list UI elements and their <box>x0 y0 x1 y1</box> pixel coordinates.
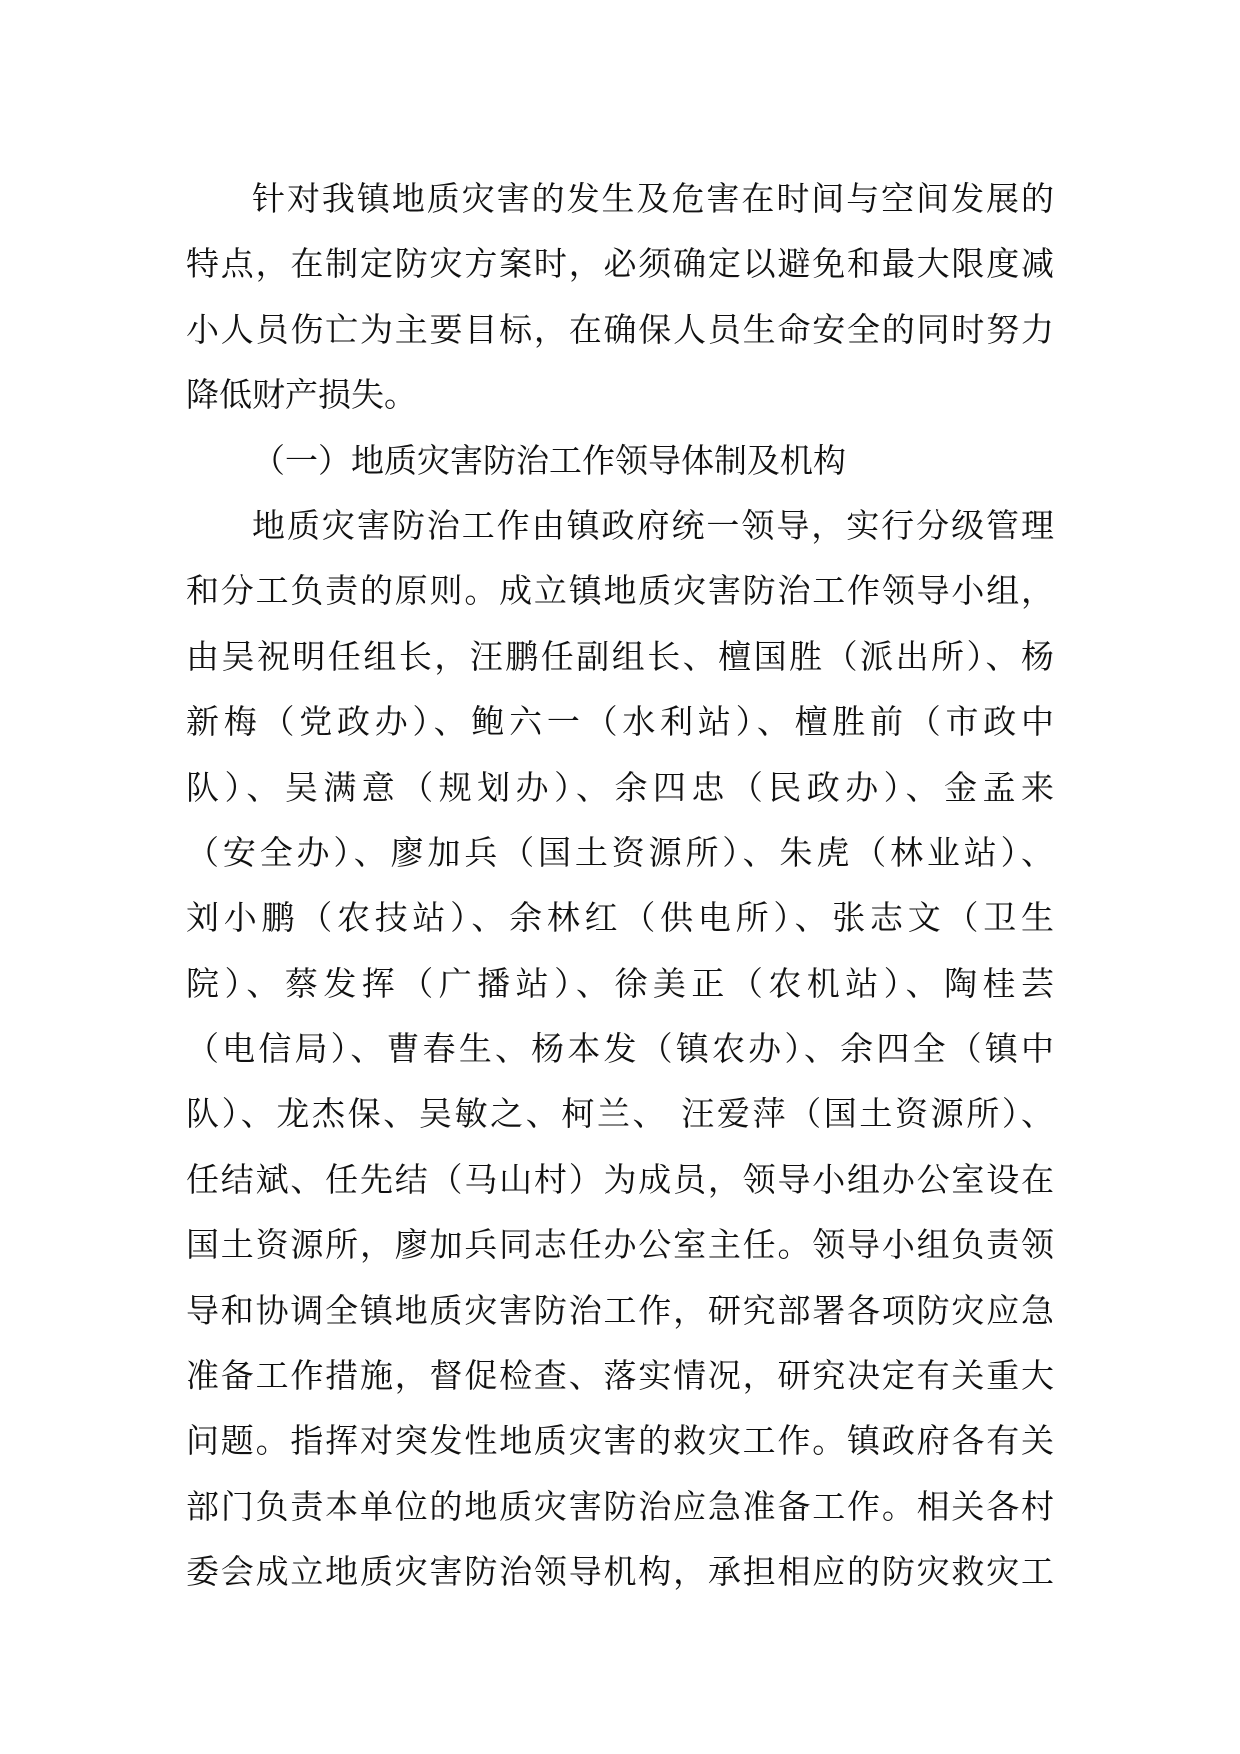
text-line: 队）、吴满意（规划办）、余四忠（民政办）、金孟来 <box>186 767 1054 807</box>
text-line: 特点，在制定防灾方案时，必须确定以避免和最大限度减 <box>186 244 1054 284</box>
text-line: 地质灾害防治工作由镇政府统一领导，实行分级管理 <box>252 505 1054 545</box>
text-line: 问题。指挥对突发性地质灾害的救灾工作。镇政府各有关 <box>186 1421 1054 1461</box>
text-line: 准备工作措施，督促检查、落实情况，研究决定有关重大 <box>186 1356 1054 1396</box>
text-line: （电信局）、曹春生、杨本发（镇农办）、余四全（镇中 <box>186 1029 1054 1069</box>
text-line: 任结斌、任先结（马山村）为成员，领导小组办公室设在 <box>186 1159 1054 1199</box>
paragraph-disaster-prevention-goal <box>186 166 1054 428</box>
text-line: 国土资源所，廖加兵同志任办公室主任。领导小组负责领 <box>186 1225 1054 1265</box>
text-line: 导和协调全镇地质灾害防治工作，研究部署各项防灾应急 <box>186 1290 1054 1330</box>
paragraph-leadership-structure <box>186 493 1054 1605</box>
text-line: 和分工负责的原则。成立镇地质灾害防治工作领导小组， <box>186 571 1054 611</box>
text-line: 委会成立地质灾害防治领导机构，承担相应的防灾救灾工 <box>186 1552 1054 1592</box>
text-line: 由吴祝明任组长，汪鹏任副组长、檀国胜（派出所）、杨 <box>186 636 1054 676</box>
text-line: 降低财产损失。 <box>186 375 417 415</box>
text-line: 队）、龙杰保、吴敏之、柯兰、 汪爱萍（国土资源所）、 <box>186 1094 1054 1134</box>
section-heading: （一）地质灾害防治工作领导体制及机构 <box>252 440 846 480</box>
document-body <box>186 166 1054 1605</box>
text-line: （安全办）、廖加兵（国土资源所）、朱虎（林业站）、 <box>186 832 1054 872</box>
text-line: 新梅（党政办）、鲍六一（水利站）、檀胜前（市政中 <box>186 702 1054 742</box>
text-line: 部门负责本单位的地质灾害防治应急准备工作。相关各村 <box>186 1486 1054 1526</box>
text-line: 刘小鹏（农技站）、余林红（供电所）、张志文（卫生 <box>186 898 1054 938</box>
text-line: 小人员伤亡为主要目标，在确保人员生命安全的同时努力 <box>186 309 1054 349</box>
text-line: 院）、蔡发挥（广播站）、徐美正（农机站）、陶桂芸 <box>186 963 1054 1003</box>
text-line: 针对我镇地质灾害的发生及危害在时间与空间发展的 <box>252 179 1054 218</box>
